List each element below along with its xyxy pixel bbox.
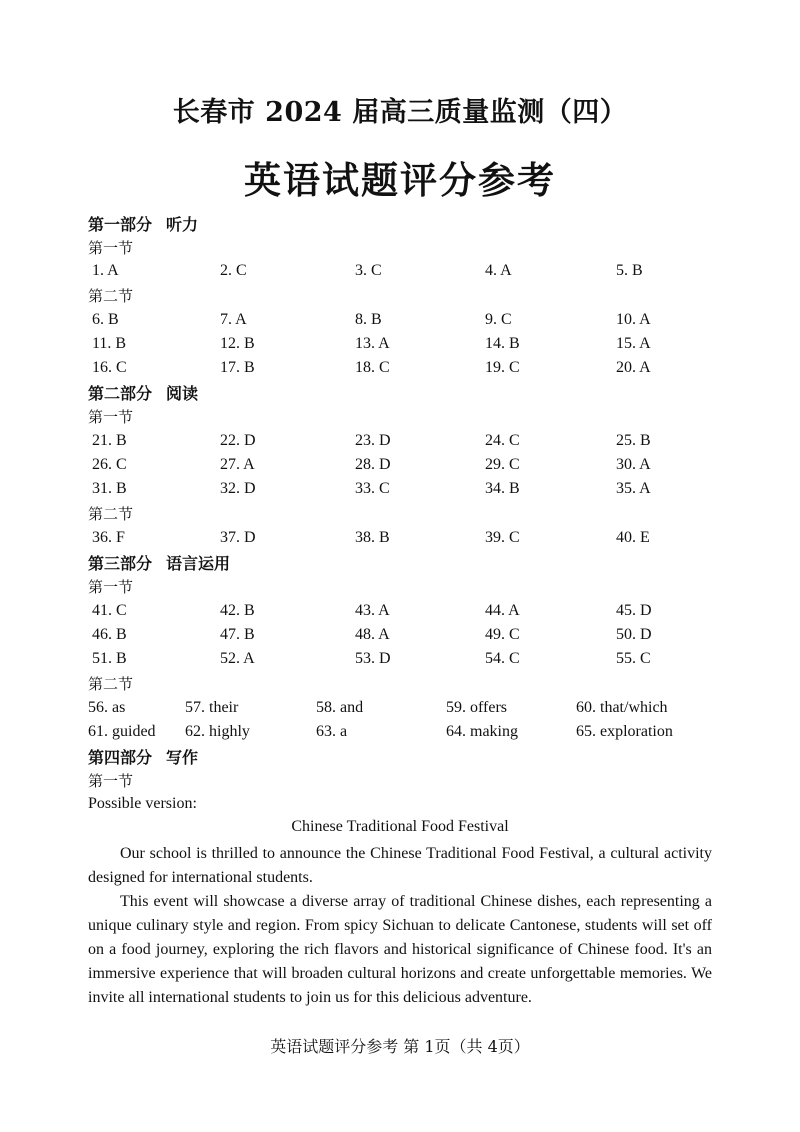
answer-row bbox=[0, 599, 800, 623]
answer-item: 55. C bbox=[616, 650, 651, 667]
answer-item: 12. B bbox=[220, 335, 255, 352]
answer-item: 40. E bbox=[616, 529, 650, 546]
part4-section1-label: 第一节 bbox=[88, 772, 134, 790]
part2-heading-label: 阅读 bbox=[166, 384, 199, 403]
answer-item: 63. a bbox=[316, 723, 348, 740]
answer-item: 13. A bbox=[355, 335, 390, 352]
answer-item: 10. A bbox=[616, 311, 651, 328]
document-subtitle: 英语试题评分参考 bbox=[244, 158, 556, 202]
answer-item: 47. B bbox=[220, 626, 255, 643]
answer-row bbox=[0, 308, 800, 332]
part4-heading-label: 写作 bbox=[166, 748, 199, 767]
answer-item: 22. D bbox=[220, 432, 256, 449]
answer-item: 50. D bbox=[616, 626, 652, 643]
answer-row bbox=[0, 647, 800, 671]
answer-item: 61. guided bbox=[88, 723, 156, 740]
part1-section1-label: 第一节 bbox=[88, 239, 134, 257]
part1-heading-label: 听力 bbox=[166, 215, 199, 234]
answer-row bbox=[0, 356, 800, 380]
answer-item: 31. B bbox=[92, 480, 127, 497]
answer-item: 1. A bbox=[92, 262, 119, 279]
answer-item: 24. C bbox=[485, 432, 520, 449]
answer-item: 43. A bbox=[355, 602, 390, 619]
possible-version-label: Possible version: bbox=[88, 795, 197, 812]
answer-item: 64. making bbox=[446, 723, 518, 740]
answer-item: 49. C bbox=[485, 626, 520, 643]
answer-row bbox=[0, 332, 800, 356]
part1-heading-number: 第一部分 bbox=[88, 215, 153, 234]
answer-item: 27. A bbox=[220, 456, 255, 473]
part4-heading bbox=[88, 745, 198, 768]
answer-item: 46. B bbox=[92, 626, 127, 643]
answer-item: 14. B bbox=[485, 335, 520, 352]
part3-heading bbox=[88, 551, 230, 574]
answer-item: 16. C bbox=[92, 359, 127, 376]
answer-item: 18. C bbox=[355, 359, 390, 376]
answer-item: 57. their bbox=[185, 699, 239, 716]
answer-item: 25. B bbox=[616, 432, 651, 449]
part3-heading-label: 语言运用 bbox=[166, 554, 231, 573]
part3-section2-label: 第二节 bbox=[88, 675, 134, 693]
essay-paragraph: This event will showcase a diverse array of traditional Chinese dishes, each representing a unique culinary style and region. From spicy Sichuan to delicate Cantonese, students will set off on a food journey, exploring the rich flavors and historical significance of Chinese food. It's an immersive experience that will broaden cultural horizons and create unforgettable memories. We invite all international students to join us for this delicious adventure. bbox=[88, 893, 712, 1006]
answer-item: 59. offers bbox=[446, 699, 508, 716]
answer-row bbox=[0, 696, 800, 720]
answer-row bbox=[0, 453, 800, 477]
answer-item: 4. A bbox=[485, 262, 512, 279]
answer-item: 26. C bbox=[92, 456, 127, 473]
answer-row bbox=[0, 259, 800, 283]
answer-item: 6. B bbox=[92, 311, 119, 328]
part2-heading bbox=[88, 381, 198, 404]
page-footer: 英语试题评分参考 第 1页（共 4页） bbox=[270, 1037, 530, 1056]
part2-section1-label: 第一节 bbox=[88, 408, 134, 426]
answer-item: 15. A bbox=[616, 335, 651, 352]
answer-item: 9. C bbox=[485, 311, 512, 328]
answer-item: 30. A bbox=[616, 456, 651, 473]
answer-item: 53. D bbox=[355, 650, 391, 667]
answer-item: 34. B bbox=[485, 480, 520, 497]
answer-item: 32. D bbox=[220, 480, 256, 497]
answer-item: 2. C bbox=[220, 262, 247, 279]
answer-item: 39. C bbox=[485, 529, 520, 546]
answer-item: 65. exploration bbox=[576, 723, 673, 740]
answer-item: 45. D bbox=[616, 602, 652, 619]
part3-heading-number: 第三部分 bbox=[88, 554, 153, 573]
exam-title: 长春市 2024 届高三质量监测（四） bbox=[172, 97, 628, 128]
answer-item: 58. and bbox=[316, 699, 364, 716]
answer-item: 42. B bbox=[220, 602, 255, 619]
answer-item: 33. C bbox=[355, 480, 390, 497]
part1-heading bbox=[88, 212, 198, 235]
answer-item: 41. C bbox=[92, 602, 127, 619]
part1-section2-label: 第二节 bbox=[88, 287, 134, 305]
answer-item: 20. A bbox=[616, 359, 651, 376]
answer-item: 7. A bbox=[220, 311, 247, 328]
answer-item: 56. as bbox=[88, 699, 126, 716]
answer-item: 62. highly bbox=[185, 723, 250, 740]
answer-item: 21. B bbox=[92, 432, 127, 449]
answer-item: 29. C bbox=[485, 456, 520, 473]
answer-row bbox=[0, 429, 800, 453]
answer-item: 23. D bbox=[355, 432, 391, 449]
answer-row bbox=[0, 720, 800, 744]
answer-row bbox=[0, 526, 800, 550]
part2-heading-number: 第二部分 bbox=[88, 384, 153, 403]
part3-section1-label: 第一节 bbox=[88, 578, 134, 596]
answer-item: 51. B bbox=[92, 650, 127, 667]
answer-item: 11. B bbox=[92, 335, 127, 352]
essay-paragraph: Our school is thrilled to announce the Chinese Traditional Food Festival, a cultural activity designed for international students. bbox=[88, 845, 712, 886]
answer-item: 8. B bbox=[355, 311, 382, 328]
answer-item: 28. D bbox=[355, 456, 391, 473]
answer-row bbox=[0, 623, 800, 647]
part4-heading-number: 第四部分 bbox=[88, 748, 153, 767]
answer-item: 48. A bbox=[355, 626, 390, 643]
answer-item: 54. C bbox=[485, 650, 520, 667]
essay-title: Chinese Traditional Food Festival bbox=[291, 818, 509, 835]
answer-item: 44. A bbox=[485, 602, 520, 619]
answer-item: 3. C bbox=[355, 262, 382, 279]
answer-item: 5. B bbox=[616, 262, 643, 279]
answer-item: 37. D bbox=[220, 529, 256, 546]
answer-item: 35. A bbox=[616, 480, 651, 497]
answer-item: 52. A bbox=[220, 650, 255, 667]
answer-item: 38. B bbox=[355, 529, 390, 546]
answer-row bbox=[0, 477, 800, 501]
part2-section2-label: 第二节 bbox=[88, 505, 134, 523]
answer-item: 17. B bbox=[220, 359, 255, 376]
answer-item: 19. C bbox=[485, 359, 520, 376]
answer-item: 60. that/which bbox=[576, 699, 668, 716]
answer-item: 36. F bbox=[92, 529, 125, 546]
